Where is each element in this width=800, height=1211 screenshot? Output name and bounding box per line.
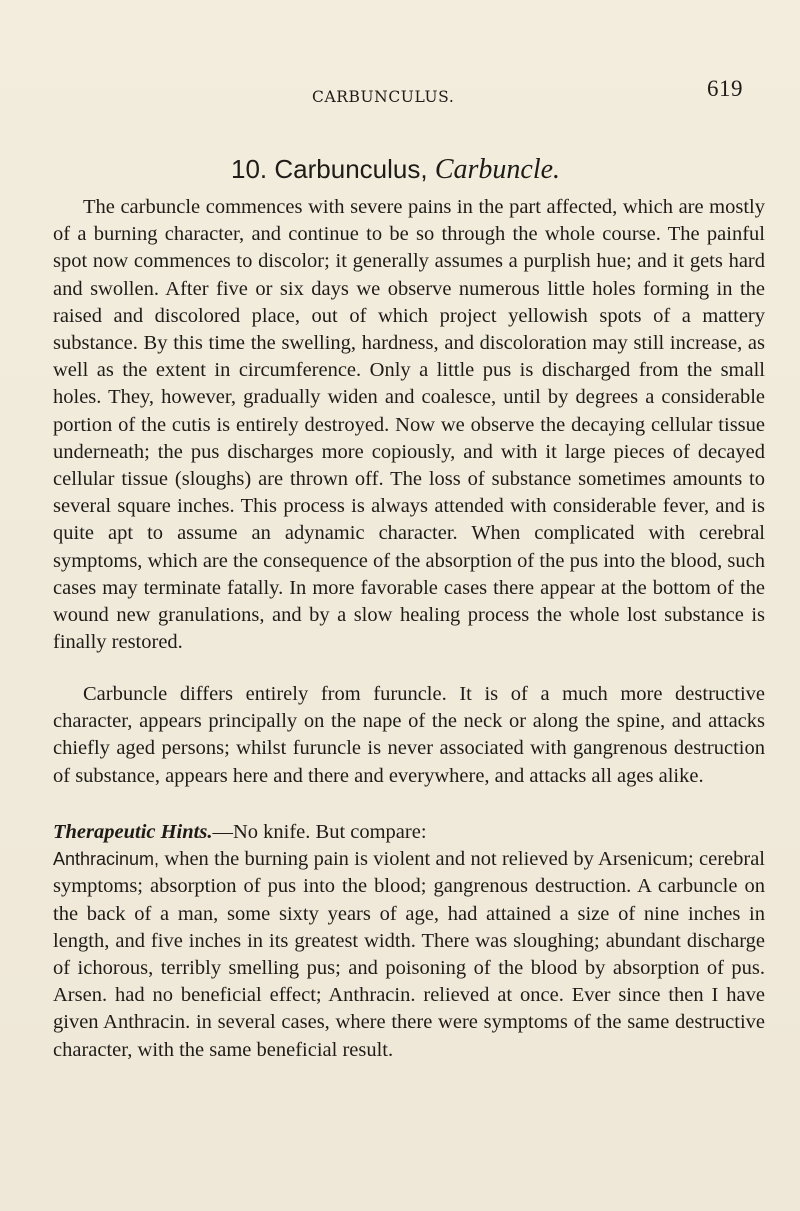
section-title-latin: Carbunculus, — [274, 154, 428, 184]
drug-name-anthracinum: Anthracinum, — [53, 849, 160, 870]
therapeutic-hints-label: Therapeutic Hints. — [53, 821, 213, 843]
paragraph-therapeutic-hints — [53, 819, 765, 1064]
page-number: 619 — [707, 76, 743, 101]
paragraph-differential: Carbuncle differs entirely from furuncle. It is of a much more destructive character, appears principally on the nape of the neck or along the spine, and attacks chiefly aged persons; whilst furuncle is never associated with gangrenous destruction of substance, appears here and there and everywhere, and attacks all ages alike. — [53, 683, 765, 787]
section-title-english: Carbuncle. — [434, 154, 561, 185]
therapeutic-hints-intro: —No knife. But compare: — [212, 821, 427, 843]
section-number: 10. — [231, 154, 268, 184]
section-title — [231, 154, 560, 186]
running-header: CARBUNCULUS. — [312, 88, 455, 106]
paragraph-description: The carbuncle commences with severe pains in the part affected, which are mostly of a burning character, and continue to be so through the whole course. The painful spot now commences to discolor; it generally assumes a purplish hue; and it gets hard and swollen. After five or six days we observe numerous little holes forming in the raised and discolored place, out of which project yellowish spots of a mattery substance. By this time the swelling, hardness, and discoloration may still increase, as well as the extent in circumference. Only a little pus is discharged from the small holes. They, however, gradually widen and coalesce, until by degrees a considerable portion of the cutis is entirely destroyed. Now we observe the decaying cellular tissue underneath; the pus discharges more copiously, and with it large pieces of decayed cellular tissue (sloughs) are thrown off. The loss of substance sometimes amounts to several square inches. This process is always attended with considerable fever, and is quite apt to assume an adynamic character. When complicated with cerebral symptoms, which are the consequence of the absorption of the pus into the blood, such cases may terminate fatally. In more favorable cases there appear at the bottom of the wound new granulations, and by a slow healing process the whole lost substance is finally restored. — [53, 196, 765, 654]
therapeutic-hints-text: when the burning pain is violent and not relieved by Arsenicum; cerebral symptoms; absorption of pus into the blood; gangrenous destruction. A carbuncle on the back of a man, some sixty years of age, had attained a size of nine inches in length, and five inches in its greatest width. There was sloughing; abundant discharge of ichorous, terribly smelling pus; and poisoning of the blood by absorption of pus. Arsen. had no beneficial effect; Anthracin. relieved at once. Ever since then I have given Anthracin. in several cases, where there were symptoms of the same destructive character, with the same beneficial result. — [53, 848, 765, 1061]
